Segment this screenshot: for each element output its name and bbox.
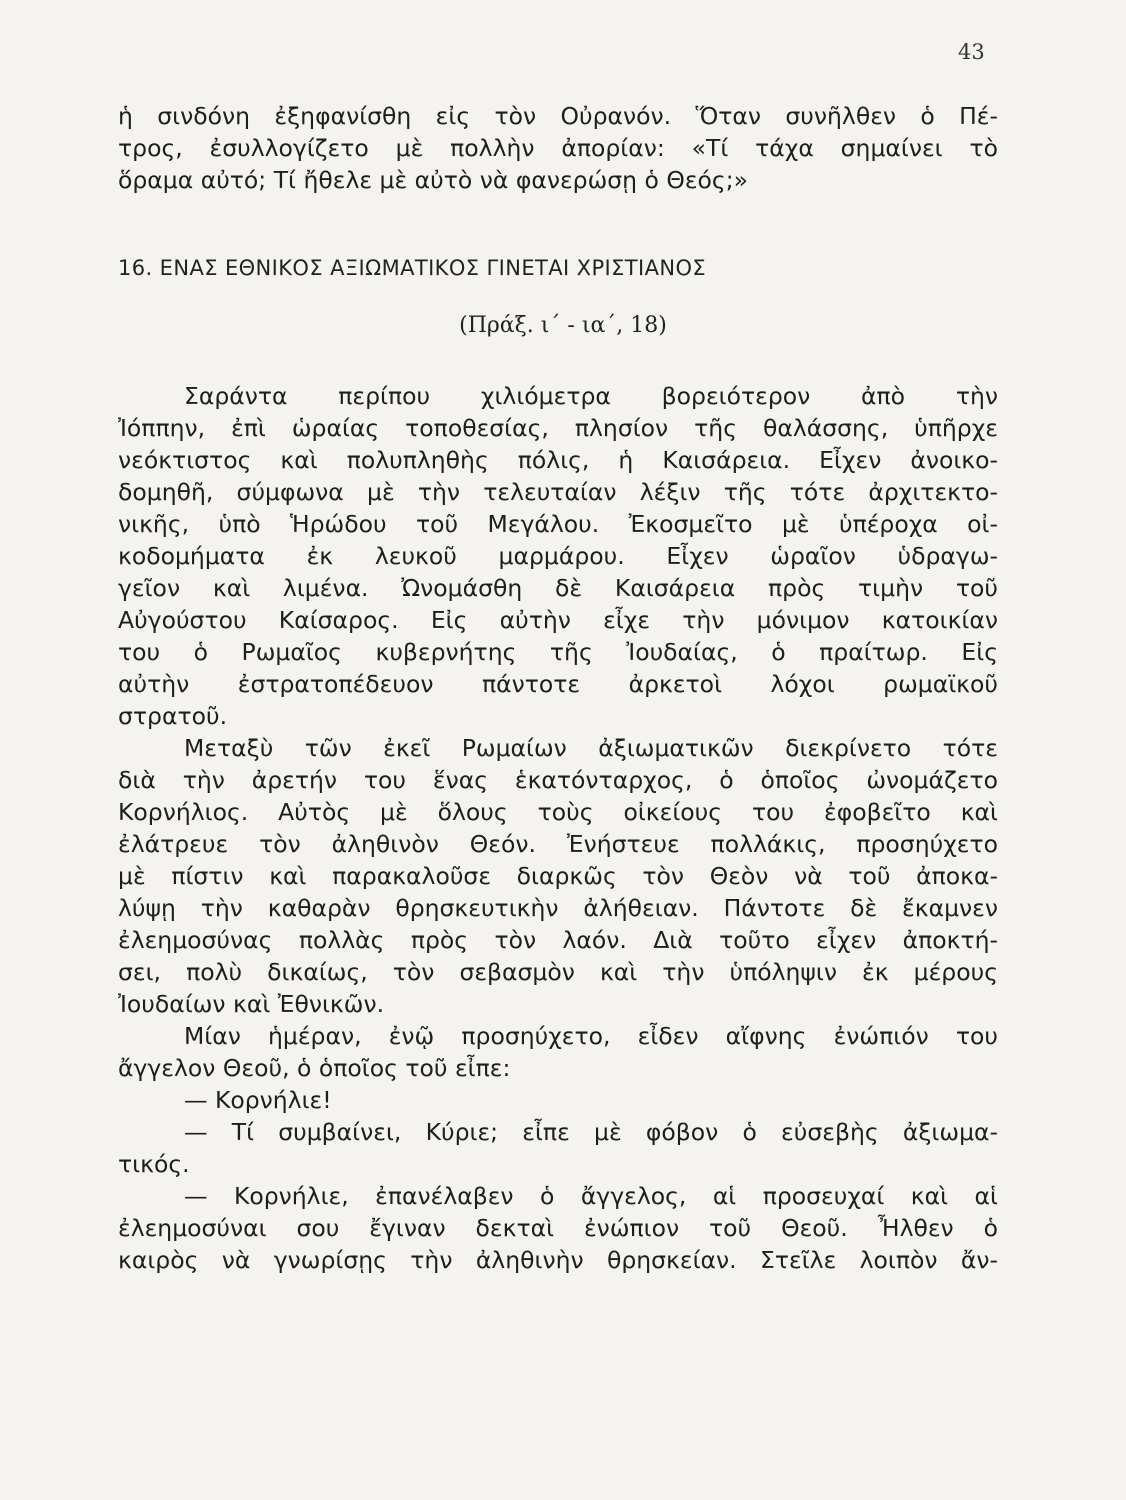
- section-heading: 16. ΕΝΑΣ ΕΘΝΙΚΟΣ ΑΞΙΩΜΑΤΙΚΟΣ ΓΙΝΕΤΑΙ ΧΡΙΣΤΙΑΝΟΣ: [118, 256, 707, 280]
- text-line: καιρὸς νὰ γνωρίσῃς τὴν ἀληθινὴν θρησκείαν. Στεῖλε λοιπὸν ἄν-: [118, 1246, 998, 1274]
- text-line: Αὐγούστου Καίσαρος. Εἰς αὐτὴν εἶχε τὴν μόνιμον κατοικίαν: [118, 606, 998, 634]
- text-line: Σαράντα περίπου χιλιόμετρα βορειότερον ἀπὸ τὴν: [184, 382, 998, 410]
- text-line: αὐτὴν ἐστρατοπέδευον πάντοτε ἀρκετοὶ λόχοι ρωμαϊκοῦ: [118, 670, 998, 698]
- text-line: δομηθῆ, σύμφωνα μὲ τὴν τελευταίαν λέξιν τῆς τότε ἀρχιτεκτο-: [118, 478, 998, 506]
- text-line: ἄγγελον Θεοῦ, ὁ ὁποῖος τοῦ εἶπε:: [118, 1054, 511, 1082]
- text-line: Ἰουδαίων καὶ Ἐθνικῶν.: [118, 990, 385, 1018]
- text-line: Ἰόππην, ἐπὶ ὡραίας τοποθεσίας, πλησίον τῆς θαλάσσης, ὑπῆρχε: [118, 414, 998, 442]
- text-line: ἐλάτρευε τὸν ἀληθινὸν Θεόν. Ἐνήστευε πολλάκις, προσηύχετο: [118, 830, 998, 858]
- text-line: νεόκτιστος καὶ πολυπληθὴς πόλις, ἡ Καισάρεια. Εἶχεν ἀνοικο-: [118, 446, 998, 474]
- text-line: νικῆς, ὑπὸ Ἡρώδου τοῦ Μεγάλου. Ἐκοσμεῖτο μὲ ὑπέροχα οἰ-: [118, 510, 998, 538]
- dialogue-line: — Κορνήλιε, ἐπανέλαβεν ὁ ἄγγελος, αἱ προσευχαί καὶ αἱ: [184, 1182, 998, 1210]
- scripture-reference: (Πράξ. ι΄ - ια΄, 18): [459, 313, 667, 338]
- text-line: ὅραμα αὐτό; Τί ἤθελε μὲ αὐτὸ νὰ φανερώσῃ ὁ Θεός;»: [118, 166, 749, 194]
- text-line: τρος, ἐσυλλογίζετο μὲ πολλὴν ἀπορίαν: «Τί τάχα σημαίνει τὸ: [118, 134, 998, 162]
- text-line: διὰ τὴν ἀρετήν του ἕνας ἑκατόνταρχος, ὁ ὁποῖος ὠνομάζετο: [118, 766, 998, 794]
- text-line: του ὁ Ρωμαῖος κυβερνήτης τῆς Ἰουδαίας, ὁ πραίτωρ. Εἰς: [118, 638, 998, 666]
- text-line: Μίαν ἡμέραν, ἐνῷ προσηύχετο, εἶδεν αἴφνης ἐνώπιόν του: [184, 1022, 998, 1050]
- intro-paragraph: [118, 100, 998, 196]
- text-line: κοδομήματα ἐκ λευκοῦ μαρμάρου. Εἶχεν ὡραῖον ὑδραγω-: [118, 542, 998, 570]
- text-line: ἐλεημοσύνας πολλὰς πρὸς τὸν λαόν. Διὰ τοῦτο εἶχεν ἀποκτή-: [118, 926, 998, 954]
- dialogue-line: — Κορνήλιε!: [184, 1086, 332, 1114]
- text-line: ἡ σινδόνη ἐξηφανίσθη εἰς τὸν Οὐρανόν. Ὅταν συνῆλθεν ὁ Πέ-: [118, 102, 998, 130]
- text-line: ἐλεημοσύναι σου ἔγιναν δεκταὶ ἐνώπιον τοῦ Θεοῦ. Ἦλθεν ὁ: [118, 1214, 998, 1242]
- text-line: γεῖον καὶ λιμένα. Ὠνομάσθη δὲ Καισάρεια πρὸς τιμὴν τοῦ: [118, 574, 998, 602]
- text-line: Μεταξὺ τῶν ἐκεῖ Ρωμαίων ἀξιωματικῶν διεκρίνετο τότε: [184, 734, 998, 762]
- text-line: λύψῃ τὴν καθαρὰν θρησκευτικὴν ἀλήθειαν. Πάντοτε δὲ ἔκαμνεν: [118, 894, 998, 922]
- page-number: 43: [958, 40, 985, 64]
- text-line: μὲ πίστιν καὶ παρακαλοῦσε διαρκῶς τὸν Θεὸν νὰ τοῦ ἀποκα-: [118, 862, 998, 890]
- dialogue-line: — Τί συμβαίνει, Κύριε; εἶπε μὲ φόβον ὁ εὐσεβὴς ἀξιωμα-: [184, 1118, 998, 1146]
- text-line: στρατοῦ.: [118, 702, 228, 730]
- text-line: Κορνήλιος. Αὐτὸς μὲ ὅλους τοὺς οἰκείους του ἐφοβεῖτο καὶ: [118, 798, 998, 826]
- text-line: τικός.: [118, 1150, 190, 1178]
- text-line: σει, πολὺ δικαίως, τὸν σεβασμὸν καὶ τὴν ὑπόληψιν ἐκ μέρους: [118, 958, 998, 986]
- section-body: [118, 380, 998, 1276]
